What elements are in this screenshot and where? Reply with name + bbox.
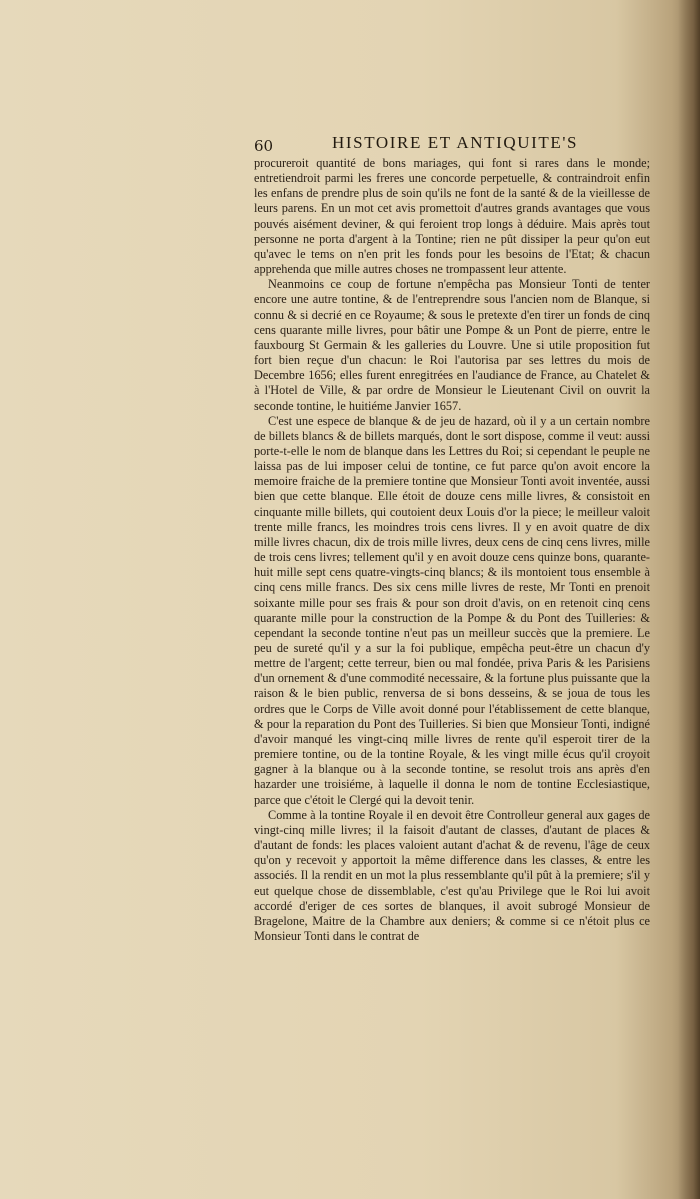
- page-header: [254, 133, 644, 153]
- paragraph: Neanmoins ce coup de fortune n'empêcha pas Monsieur Tonti de tenter encore une autre tontine, & de l'entreprendre sous l'ancien nom de Blanque, si connu & si decrié en ce Royaume; & sous le pretexte d'en tirer un fonds de cinq cens quarante mille livres, pour bâtir une Pompe & un Pont de pierre, entre le fauxbourg St Germain & les galleries du Louvre. Une si utile proposition fut fort bien reçue d'un chacun: le Roi l'autorisa par ses lettres du mois de Decembre 1656; elles furent enregitrées en l'audiance de France, au Chatelet & à l'Hotel de Ville, & par ordre de Monsieur le Lieutenant Civil on ouvrit la seconde tontine, le huitiéme Janvier 1657.: [254, 277, 650, 413]
- paragraph: procureroit quantité de bons mariages, qui font si rares dans le monde; entretiendroit parmi les freres une concorde perpetuelle, & contraindroit enfin les enfans de prendre plus de soin qu'ils ne font de la santé & de la vieillesse de leurs parens. En un mot cet avis promettoit d'autres grands avantages que vous pouvés aisément deviner, & qui feroient trop longs à déduire. Mais après tout personne ne porta d'argent à la Tontine; rien ne pût dissiper la peur qu'on eut qu'avec le tems on n'en prit les fonds pour les besoins de l'Etat; & chacun apprehenda que mille autres choses ne trompassent leur attente.: [254, 156, 650, 277]
- page-number: 60: [254, 137, 274, 155]
- page-gutter-shadow: [678, 0, 700, 1199]
- body-text: [254, 156, 650, 944]
- running-head: HISTOIRE ET ANTIQUITE'S: [332, 133, 579, 152]
- paragraph: Comme à la tontine Royale il en devoit être Controlleur general aux gages de vingt-cinq mille livres; il la faisoit d'autant de classes, d'autant de places & d'autant de fonds: les places valoient autant d'achat & de revenu, l'âge de ceux qu'on y recevoit y apportoit la même difference dans les classes, & entre les associés. Il la rendit en un mot la plus ressemblante qu'il pût à la premiere; s'il y eut quelque chose de dissemblable, c'est qu'au Privilege que le Roi lui avoit accordé d'eriger de ces sortes de blanques, il avoit subrogé Monsieur de Bragelone, Maitre de la Chambre aux deniers; & comme si ce n'étoit plus ce Monsieur Tonti dans le contrat de: [254, 807, 650, 943]
- paragraph: C'est une espece de blanque & de jeu de hazard, où il y a un certain nombre de billets blancs & de billets marqués, dont le sort dispose, comme il veut: aussi porte-t-elle le nom de blanque dans les Lettres du Roi; si cependant le peuple ne laissa pas de lui imposer celui de tontine, ce fut parce qu'on avoit encore la memoire fraiche de la premiere tontine que Monsieur Tonti avoit inventée, aussi bien que cette blanque. Elle étoit de douze cens mille livres, & consistoit en cinquante mille billets, qui coutoient deux Louis d'or la piece; le meilleur valoit trente mille francs, les moindres trois cens livres. Il y en avoit quatre de dix mille livres chacun, dix de trois mille livres, deux cens de cinq cens livres, mille de trois cens livres; tellement qu'il y en avoit douze cens quinze bons, quarante-huit mille sept cens quatre-vingts-cinq blancs; & ils montoient tous ensemble à cinq cens mille francs. Des six cens mille livres de reste, Mr Tonti en prenoit soixante mille pour ses frais & pour son droit d'avis, on en retenoit cinq cens quarante mille pour la construction de la Pompe & du Pont des Tuilleries: & cependant la seconde tontine n'eut pas un meilleur succès que la premiere. Le peu de sureté qu'il y a sur la foi publique, empêcha peut-être un chacun d'y mettre de l'argent; cette terreur, bien ou mal fondée, priva Paris & les Parisiens d'un ornement & d'une commodité necessaire, & la fortune plus puissante que la raison & le bien public, renversa de si bons desseins, & se joua de tous les ordres que le Corps de Ville avoit donné pour l'établissement de cette blanque, & pour la reparation du Pont des Tuilleries. Si bien que Monsieur Tonti, indigné d'avoir manqué les vingt-cinq mille livres de rente qu'il esperoit tirer de la premiere tontine, ou de la tontine Royale, & les vingt mille écus qu'il croyoit gagner à la blanque ou à la seconde tontine, se resolut trois ans après d'en hazarder une troisiéme, à laquelle il donna le nom de tontine Ecclesiastique, parce que c'étoit le Clergé qui la devoit tenir.: [254, 413, 650, 807]
